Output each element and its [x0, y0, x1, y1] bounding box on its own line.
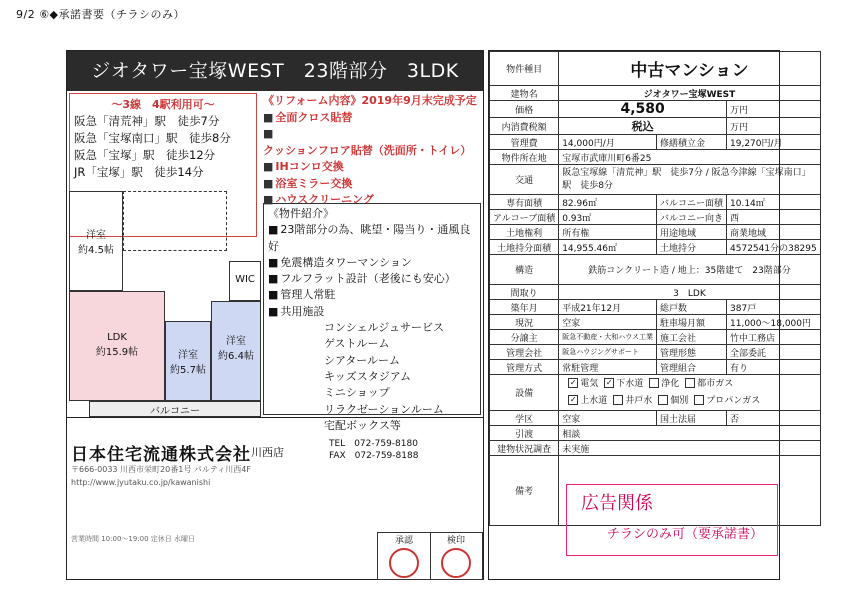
- utility-item: [643, 379, 679, 389]
- checkbox-icon: ✓: [605, 378, 613, 387]
- facility-item: 宅配ボックス等: [324, 418, 401, 432]
- floorplan: [69, 181, 261, 417]
- utility-item: [688, 396, 760, 406]
- utility-label: 上水道: [580, 395, 608, 406]
- company-url: http://www.jyutaku.co.jp/kawanishi: [71, 478, 211, 487]
- access-line: 阪急「清荒神」駅 徒歩7分: [74, 114, 220, 128]
- utility-label: 電気: [580, 378, 599, 389]
- room-east: 洋室 約6.4帖: [211, 301, 261, 401]
- utilities: [559, 375, 821, 411]
- features-head: 《物件紹介》: [268, 207, 334, 220]
- stamp-check: 検印: [430, 533, 482, 579]
- company-branch: 川西店: [251, 446, 284, 459]
- checkbox-icon: [613, 395, 623, 405]
- room-west: 洋室 約4.5帖: [69, 191, 123, 291]
- company-fax: FAX 072-759-8188: [329, 451, 419, 461]
- room-mid: 洋室 約5.7帖: [165, 321, 211, 401]
- access-head: ～3線 4駅利用可～: [111, 98, 215, 111]
- facility-item: キッズスタジアム: [324, 369, 412, 383]
- wet-area: [123, 191, 227, 251]
- checkbox-icon: [658, 395, 668, 405]
- utility-label: 浄化: [661, 378, 680, 389]
- facility-item: シアタールーム: [324, 353, 401, 367]
- utility-item: [562, 379, 598, 389]
- reform-item: ■ ハウスクリーニング: [263, 192, 481, 209]
- stamp-approve: 承認: [378, 533, 431, 579]
- feature-item: ■ 管理人常駐: [268, 287, 476, 303]
- reform-item: ■ IHコンロ交換: [263, 159, 481, 176]
- room-ldk: LDK 約15.9帖: [69, 291, 165, 401]
- remarks-handwritten: 広告関係 チラシのみ可（要承諾書）: [566, 484, 778, 556]
- utility-item: [679, 379, 733, 389]
- balcony: バルコニー: [89, 401, 261, 417]
- feature-item: ■ 共用施設: [268, 304, 476, 320]
- reform-item: ■ 浴室ミラー交換: [263, 176, 481, 193]
- type-value: 中古マンション: [559, 52, 821, 86]
- utility-item: [562, 396, 607, 406]
- seal-icon: [389, 548, 419, 578]
- utility-label: 個別: [670, 395, 689, 406]
- access-line: JR「宝塚」駅 徒歩14分: [74, 165, 204, 179]
- facility-item: コンシェルジュサービス: [324, 321, 445, 335]
- checkbox-icon: ✓: [569, 378, 577, 387]
- approval-stamps: [377, 532, 483, 580]
- facility-item: ゲストルーム: [324, 337, 390, 351]
- utility-label: プロパンガス: [706, 395, 761, 406]
- checkbox-icon: [694, 395, 704, 405]
- checkbox-icon: [649, 378, 659, 388]
- facility-item: ミニショップ: [324, 386, 390, 400]
- seal-icon: [441, 548, 471, 578]
- reform-head: 《リフォーム内容》2019年9月末完成予定: [263, 94, 477, 107]
- features-box: [263, 203, 481, 432]
- utility-label: 都市ガス: [697, 378, 734, 389]
- company-address: 〒666-0033 川西市栄町20番1号 パルティ川西4F: [71, 465, 251, 474]
- checkbox-icon: ✓: [569, 395, 577, 404]
- reform-item: ■ 全面クロス貼替: [263, 110, 481, 127]
- company-hours: 営業時間 10:00～19:00 定休日 水曜日: [71, 535, 196, 543]
- walk-in-closet: WIC: [229, 261, 261, 301]
- type-label: 物件種目: [490, 52, 559, 86]
- reform-box: [263, 93, 481, 206]
- utility-item: [607, 396, 652, 406]
- listing-title: ジオタワー宝塚WEST 23階部分 3LDK: [67, 51, 483, 91]
- company-name: 日本住宅流通株式会社: [71, 445, 251, 465]
- access-line: 阪急「宝塚」駅 徒歩12分: [74, 148, 216, 162]
- utility-item: [598, 379, 643, 389]
- utility-label: 井戸水: [625, 395, 653, 406]
- company-tel: TEL 072-759-8180: [329, 439, 418, 449]
- access-line: 阪急「宝塚南口」駅 徒歩8分: [74, 131, 231, 145]
- checkbox-icon: [685, 378, 695, 388]
- feature-item: ■ フルフラット設計（老後にも安心）: [268, 271, 476, 287]
- feature-item: ■ 23階部分の為、眺望・陽当り・通風良好: [268, 222, 476, 255]
- company-footer: [67, 417, 483, 580]
- feature-item: ■ 免震構造タワーマンション: [268, 255, 476, 271]
- spec-table: 物件種目 中古マンション 建物名 ジオタワー宝塚WEST 価格 4,580 万円 内消費税額 税込 万円 管理費 14,000円/月 修繕積立金 19,270円/月 物件所在地 宝塚市武庫川町6番25 交通 阪急宝塚線「清荒神」駅 徒歩7分 / 阪急今津線「宝塚南口」駅 徒歩8分 専有面積 82.96㎡ バルコニー面積 10.14㎡ アルコーブ面積 0.93㎡ バルコニー向き 西 土地権利 所有権 用途地域 商業地域 土地持分面積 14,955.46㎡ 土地持分 4572541分の38295 構造 鉄筋コンクリート造 / 地上：35階建て 23階部分 間取り 3 LDK 築年月 平成21年12月 総戸数 387戸 現況 空家 駐車場月額 11,000～18,000円 分譲主 阪急不動産・大和ハウス工業 施工会社 竹中工務店 管理会社 阪急ハウジングサポート 管理形態 全部委託 管理方式 常駐管理 管理組合 有り 設備 ✓ 電気 ✓ 下水道 浄化 都市ガス ✓ 上水道 井戸水 個別 プロパンガス 学区 空家 国土法届 否 引渡 相談 建物状況調査 未実施 備考: [489, 51, 821, 526]
- facility-item: リラクゼーションルーム: [324, 402, 444, 416]
- company-contact: [329, 438, 418, 462]
- flyer-panel: [66, 50, 484, 580]
- utility-item: [652, 396, 688, 406]
- reform-item: ■ クッションフロア貼替（洗面所・トイレ）: [263, 126, 481, 159]
- utility-label: 下水道: [616, 378, 644, 389]
- document-header: 9/2 ⑥◆承諾書要（チラシのみ）: [16, 8, 186, 21]
